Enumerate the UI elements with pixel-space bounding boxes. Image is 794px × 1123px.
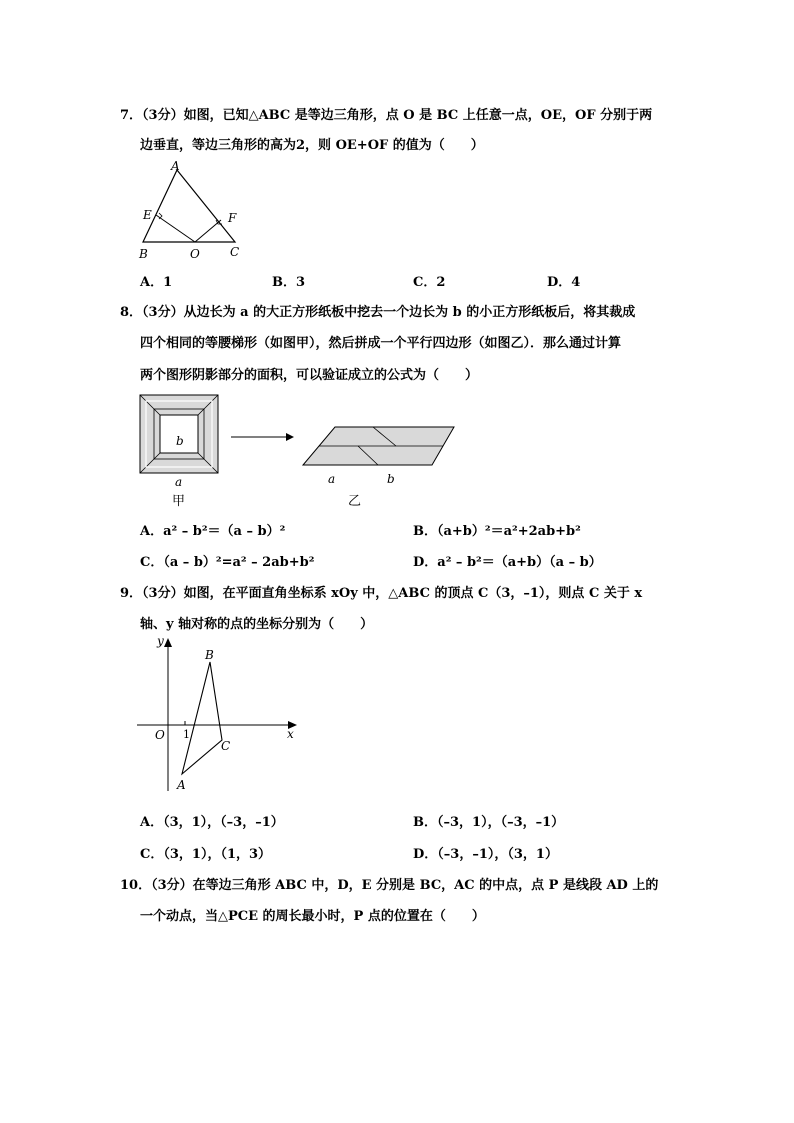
q8-option-d[interactable]: D．a² – b²＝（a+b）（a – b） bbox=[413, 555, 602, 570]
triangle-abc bbox=[143, 170, 235, 242]
q7-option-d[interactable]: D．4 bbox=[547, 275, 581, 290]
q8-text-line3: 两个图形阴影部分的面积，可以验证成立的公式为（ ） bbox=[140, 368, 479, 383]
q7-option-c[interactable]: C．2 bbox=[413, 275, 446, 290]
q8-squares-figure bbox=[138, 393, 468, 511]
q9-coordinate-figure bbox=[135, 633, 300, 793]
q8-option-a[interactable]: A．a² – b²＝（a – b）² bbox=[140, 524, 286, 539]
label-b-para: b bbox=[387, 472, 395, 486]
q8-text-line1: 8．（3分）从边长为 a 的大正方形纸板中挖去一个边长为 b 的小正方形纸板后，将其裁成 bbox=[120, 305, 636, 320]
label-e: E bbox=[143, 208, 152, 222]
label-x: x bbox=[287, 727, 294, 741]
q9-text-line1: 9．（3分）如图，在平面直角坐标系 xOy 中，△ABC 的顶点 C（3，–1），则点 C 关于 x bbox=[120, 586, 643, 601]
arrow-head bbox=[286, 433, 294, 441]
label-a-big: a bbox=[175, 475, 183, 489]
q7-text-line2: 边垂直，等边三角形的高为2，则 OE+OF 的值为（ ） bbox=[140, 138, 484, 153]
q7-option-a[interactable]: A．1 bbox=[140, 275, 173, 290]
q9-option-b[interactable]: B．（–3，1），（–3，–1） bbox=[413, 815, 565, 830]
label-c: C bbox=[221, 739, 231, 753]
q7-option-b[interactable]: B．3 bbox=[272, 275, 306, 290]
q9-option-c[interactable]: C．（3，1），（1，3） bbox=[140, 847, 272, 862]
label-one: 1 bbox=[183, 728, 190, 741]
label-b: B bbox=[205, 648, 214, 662]
label-yi: 乙 bbox=[348, 494, 362, 509]
segment-of bbox=[195, 220, 221, 242]
segment-oe bbox=[156, 215, 195, 242]
q9-option-a[interactable]: A．（3，1），（–3，–1） bbox=[140, 815, 284, 830]
q9-option-d[interactable]: D．（–3，–1），（3，1） bbox=[413, 847, 558, 862]
label-b-small: b bbox=[176, 434, 184, 448]
q8-text-line2: 四个相同的等腰梯形（如图甲），然后拼成一个平行四边形（如图乙）．那么通过计算 bbox=[140, 336, 622, 351]
label-a: A bbox=[171, 159, 180, 173]
label-y: y bbox=[157, 634, 164, 648]
label-a: A bbox=[177, 778, 186, 792]
label-o: O bbox=[190, 247, 200, 261]
q7-text-line1: 7．（3分）如图，已知△ABC 是等边三角形，点 O 是 BC 上任意一点，OE，OF 分别于两 bbox=[120, 108, 653, 123]
label-f: F bbox=[228, 211, 237, 225]
q9-text-line2: 轴、y 轴对称的点的坐标分别为（ ） bbox=[140, 617, 374, 632]
label-origin: O bbox=[155, 728, 165, 742]
q7-triangle-figure bbox=[135, 158, 250, 264]
label-c: C bbox=[230, 245, 240, 259]
q8-option-c[interactable]: C．（a – b）²=a² – 2ab+b² bbox=[140, 555, 315, 570]
label-a-para: a bbox=[328, 472, 336, 486]
label-jia: 甲 bbox=[172, 494, 186, 509]
label-b: B bbox=[139, 247, 148, 261]
q10-text-line2: 一个动点，当△PCE 的周长最小时，P 点的位置在（ ） bbox=[140, 909, 485, 924]
q10-text-line1: 10．（3分）在等边三角形 ABC 中，D，E 分别是 BC，AC 的中点，点 P 是线段 AD 上的 bbox=[120, 878, 659, 893]
q8-option-b[interactable]: B．（a+b）²＝a²+2ab+b² bbox=[413, 524, 581, 539]
triangle-abc-coord bbox=[182, 662, 222, 774]
